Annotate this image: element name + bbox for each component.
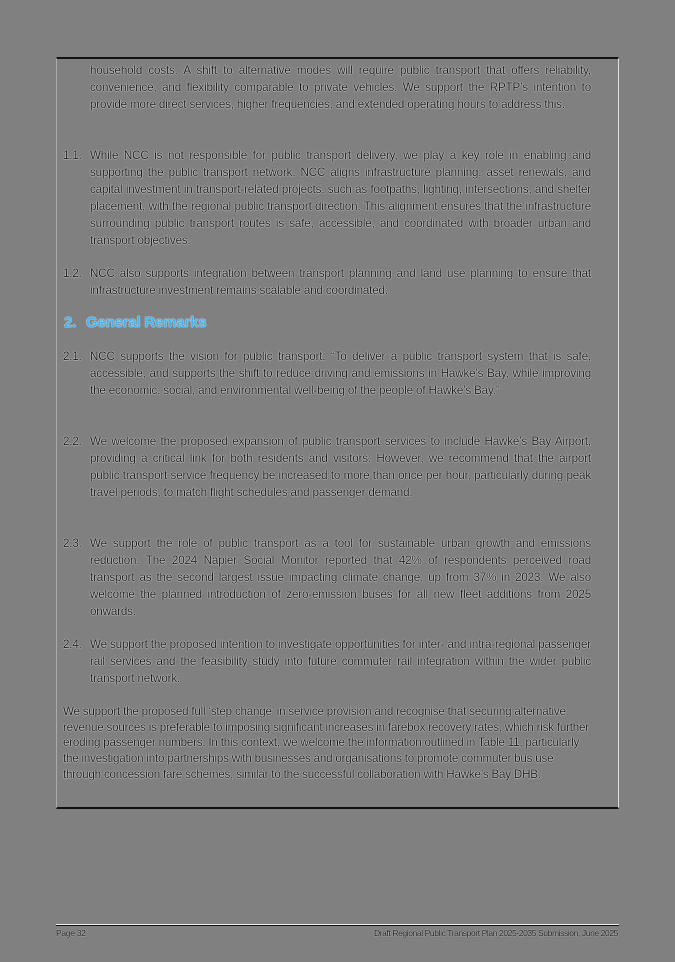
list-item-2-2 (63, 433, 591, 501)
list-item-1-2 (63, 265, 591, 299)
closing-paragraph: We support the proposed full ‘step change’ in service provision and recognise that securing alternative revenue sources is preferable to imposing significant increases in farebox recovery rates, which risk further eroding passenger numbers. In this context, we welcome the information outlined in Table 11, particularly the investigation into partnerships with businesses and organisations to promote commuter bus use through concession fare schemes, similar to the successful collaboration with Hawke’s Bay DHB. (63, 705, 589, 781)
item-number: 1.2. (63, 267, 82, 280)
continued-paragraph: household costs. A shift to alternative modes will require public transport that offers reliability, convenience, and flexibility comparable to private vehicles. We support the RPTP’s intention to provide more direct services, higher frequencies, and extended operating hours to address this. (90, 64, 591, 111)
item-number: 2.3. (63, 537, 82, 550)
footer-document-title: Draft Regional Public Transport Plan 2025-2035 Submission, June 2025 (373, 928, 618, 938)
footer-page-number: Page 32 (56, 928, 86, 938)
list-item-2-3 (63, 535, 591, 620)
heading-number: 2. (64, 314, 77, 331)
list-item-2-1 (63, 348, 591, 399)
item-text: We welcome the proposed expansion of public transport services to include Hawke’s Bay Airport, providing a critical link for both residents and visitors. However, we recommend that the airport public transport service frequency be increased to more than once per hour, particularly during peak travel periods, to match flight schedules and passenger demand. (90, 435, 591, 499)
item-text: While NCC is not responsible for public transport delivery, we play a key role in enabling and supporting the public transport network. NCC aligns infrastructure planning, asset renewals, and capital investment in transport-related projects, such as footpaths, lighting, intersections, and shelter placement, with the regional public transport direction. This alignment ensures that the infrastructure surrounding public transport routes is safe, accessible, and coordinated with broader urban and transport objectives. (90, 149, 591, 247)
item-text: We support the role of public transport as a tool for sustainable urban growth and emissions reduction. The 2024 Napier Social Monitor reported that 42% of respondents perceived road transport as the second largest issue impacting climate change, up from 37% in 2023. We also welcome the planned introduction of zero-emission buses for all new fleet additions from 2025 onwards. (90, 537, 591, 618)
item-text: We support the proposed intention to investigate opportunities for inter- and intra-regional passenger rail services and the feasibility study into future commuter rail integration within the wider public transport network. (90, 638, 591, 685)
list-item-2-4 (63, 636, 591, 687)
section-heading-general-remarks (64, 314, 206, 331)
item-number: 1.1. (63, 149, 82, 162)
item-number: 2.2. (63, 435, 82, 448)
content-frame (56, 57, 619, 809)
footer-divider (56, 924, 619, 926)
item-number: 2.4. (63, 638, 82, 651)
item-text: NCC supports the vision for public transport: “To deliver a public transport system that is safe, accessible, and supports the shift to reduce driving and emissions in Hawke’s Bay, while improving the economic, social, and environmental well-being of the people of Hawke’s Bay.” (90, 350, 591, 397)
item-number: 2.1. (63, 350, 82, 363)
item-text: NCC also supports integration between transport planning and land use planning to ensure that infrastructure investment remains scalable and coordinated. (90, 267, 591, 297)
list-item-1-1 (63, 147, 591, 249)
heading-title: General Remarks (86, 314, 207, 331)
